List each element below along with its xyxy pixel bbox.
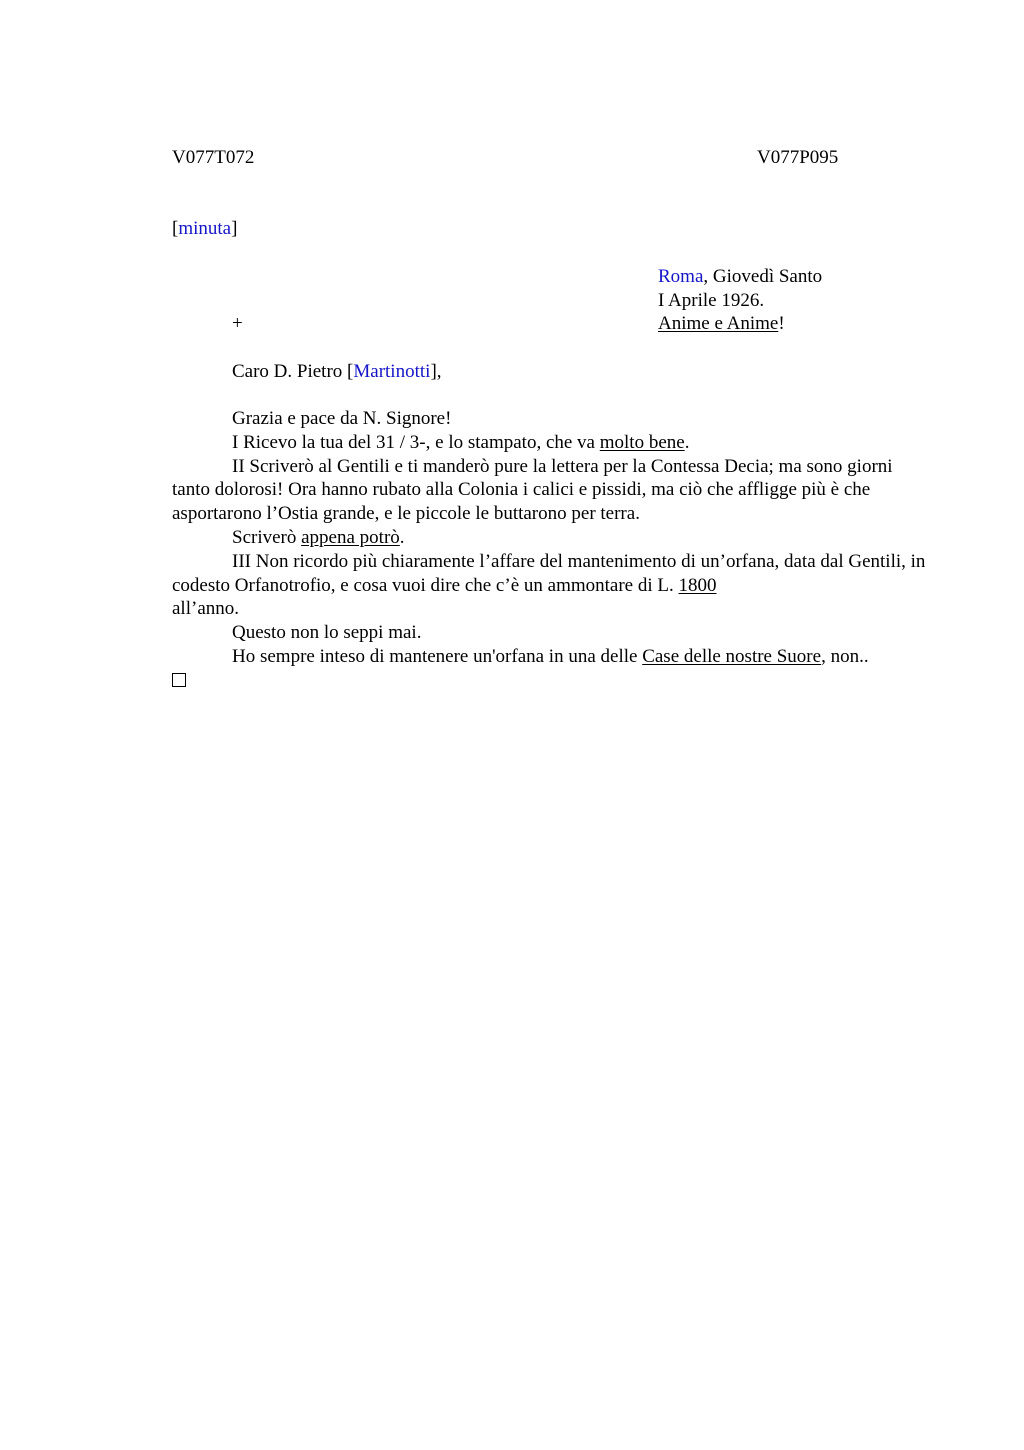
dateline-day: , Giovedì Santo <box>703 266 823 287</box>
cross-sign: + <box>232 313 243 334</box>
minuta-note <box>172 217 237 241</box>
paragraph-5: Questo non lo seppi mai. <box>232 622 422 644</box>
paragraph-6 <box>172 645 932 669</box>
p4-underline: 1800 <box>678 574 717 596</box>
checkbox-square-icon <box>172 673 186 687</box>
p6-underline: Case delle nostre Suore <box>642 645 822 667</box>
place-link[interactable]: Roma <box>658 266 704 287</box>
p6-text: Ho sempre inteso di mantenere un'orfana in una delle <box>232 645 643 667</box>
p4-end: all’anno. <box>172 598 240 620</box>
bracket-close: ] <box>231 218 238 239</box>
bracket-open: [ <box>172 218 179 239</box>
salutation-suffix: ], <box>430 361 442 382</box>
p4-text: III Non ricordo più chiaramente l’affare del mantenimento di un’orfana, data dal Gentili, in codesto Orfanotrofio, e cosa vuoi dire che c’è un ammontare di L. <box>172 550 926 596</box>
minuta-link[interactable]: minuta <box>178 218 232 239</box>
p3-text: Scriverò <box>232 526 302 548</box>
dateline-place <box>658 265 822 289</box>
letter-body <box>172 407 932 669</box>
dateline-date: I Aprile 1926. <box>658 290 765 311</box>
paragraph-4 <box>172 550 932 621</box>
p1-underline: molto bene <box>599 431 685 453</box>
greeting: Grazia e pace da N. Signore! <box>232 408 452 429</box>
p1-text: I Ricevo la tua del 31 / 3-, e lo stampato, che va <box>232 431 600 453</box>
p3-end: . <box>399 526 405 548</box>
motto-end: ! <box>778 313 785 334</box>
recipient-link[interactable]: Martinotti <box>353 361 431 382</box>
document-code-right: V077P095 <box>757 147 839 168</box>
p1-end: . <box>684 431 690 453</box>
paragraph-1 <box>172 431 932 455</box>
dateline-motto <box>658 312 785 336</box>
motto-text: Anime e Anime <box>658 313 779 334</box>
salutation <box>232 360 442 384</box>
paragraph-3 <box>172 526 932 550</box>
document-code-left: V077T072 <box>172 147 255 168</box>
p6-end: , non.. <box>821 645 869 667</box>
paragraph-2: II Scriverò al Gentili e ti manderò pure la lettera per la Contessa Decia; ma sono giorni tanto dolorosi! Ora hanno rubato alla Colonia i calici e pissidi, ma ciò che affligge più è che asportarono l’Ostia grande, e le piccole le buttarono per terra. <box>172 455 893 525</box>
p3-underline: appena potrò <box>301 526 400 548</box>
salutation-prefix: Caro D. Pietro [ <box>232 361 354 382</box>
